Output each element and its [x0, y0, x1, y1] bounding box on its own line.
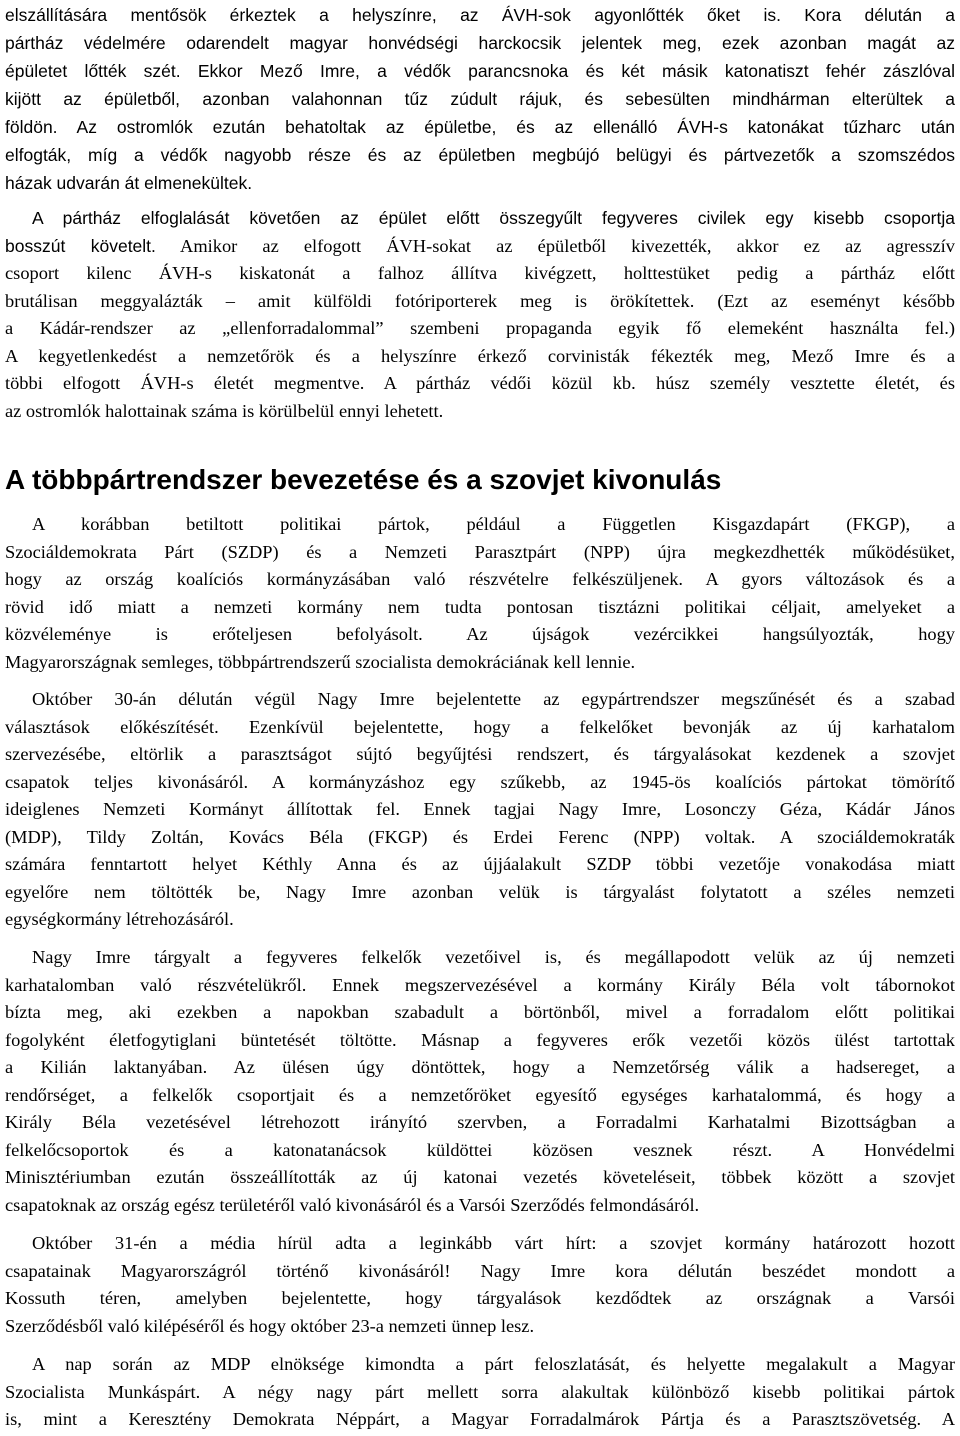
text-segment: Amikor az elfogott ÁVH-sokat az épületből kivezették, akkor ez az agresszív [180, 235, 955, 256]
text-line: számára fenntartott helyet Kéthly Anna és az újjáalakult SZDP többi vezetője vonakodása miatt [5, 854, 955, 874]
text-line: közvéleménye is erőteljesen befolyásolt. Az újságok vezércikkei hangsúlyozták, hogy [5, 624, 955, 644]
text-line: karhatalomban való részvételükről. Ennek megszervezésével a kormány Király Béla volt tábornokot [5, 974, 955, 995]
text-line: egységkormány létrehozásáról. [5, 909, 234, 929]
text-line: A kegyetlenkedést a nemzetőrök és a helyszínre érkező corvinisták fékezték meg, Mező Imre és a [5, 345, 955, 366]
text-line: Minisztériumban ezután összeállították az új katonai vezetés követeléseit, többek között a szovjet [5, 1167, 955, 1187]
text-line: elfogták, míg a védők nagyobb része és az épületben megbújó belügyi és pártvezetők a szomszédos [5, 145, 955, 165]
section-heading: A többpártrendszer bevezetése és a szovjet kivonulás [5, 464, 722, 495]
text-line: Szociáldemokrata Párt (SZDP) és a Nemzeti Parasztpárt (NPP) újra megkezdhették működésüket, [5, 541, 955, 562]
text-line: elszállítására mentősök érkeztek a helyszínre, az ÁVH-sok agyonlőtték őket is. Kora délután a [5, 5, 955, 25]
text-line: egyelőre nem töltötték be, Nagy Imre azonban velük is tárgyalást folytatott a széles nemzeti [5, 881, 955, 902]
text-line: pártház védelmére odarendelt magyar honvédségi harckocsik jelentek meg, ezek azonban magát az [5, 33, 955, 53]
text-line: épületet lőtték szét. Ekkor Mező Imre, a védők parancsnoka és két másik katonatiszt fehér zászlóval [5, 61, 955, 81]
text-line: Kossuth téren, amelyben bejelentette, hogy tárgyalások kezdődtek az országnak a Varsói [5, 1288, 955, 1308]
text-line: Király Béla vezetésével létrehozott irányító szervben, a Forradalmi Karhatalmi Bizottságban a [5, 1112, 955, 1132]
paragraph [5, 1351, 955, 1434]
text-line: csapatainak Magyarországról történő kivonásáról! Nagy Imre kora délután beszédet mondott a [5, 1260, 955, 1281]
text-line: Magyarországnak semleges, többpártrendszerű szocialista demokráciának kell lennie. [5, 651, 636, 672]
paragraph [5, 1230, 955, 1340]
text-line: A pártház elfoglalását követően az épület előtt összegyűlt fegyveres civilek egy kisebb csoportja [32, 208, 955, 228]
paragraph [5, 205, 955, 425]
paragraph [5, 944, 955, 1219]
text-line: brutálisan meggyalázták – amit külföldi fotóriporterek meg is örökítettek. (Ezt az eseményt később [5, 290, 955, 311]
text-line: A nap során az MDP elnöksége kimondta a párt feloszlatását, és helyette megalakult a Magyar [32, 1354, 955, 1374]
text-line: kijött az épületből, azonban valahonnan tűz zúdult rájuk, és sebesülten mindhárman elterültek a [5, 89, 955, 109]
text-line [5, 233, 955, 261]
text-line: földön. Az ostromlók ezután behatoltak az épületbe, és az ellenálló ÁVH-s katonákat tűzharc után [5, 117, 955, 137]
text-segment: bosszút követelt. [5, 235, 156, 256]
text-line: (MDP), Tildy Zoltán, Kovács Béla (FKGP) és Erdei Ferenc (NPP) voltak. A szociáldemokraták [5, 826, 955, 847]
text-line: ideiglenes Nemzeti Kormányt állítottak fel. Ennek tagjai Nagy Imre, Losonczy Géza, Kádár János [5, 799, 955, 819]
text-line: hogy az ország koalíciós kormányzásában való részvételre felkészüljenek. A gyors változások és a [5, 569, 955, 589]
text-line: szervezésébe, eltörlik a parasztságot sújtó begyűjtési rendszert, és tárgyalásokat kezdenek a szovjet [5, 744, 955, 764]
text-line: választások előkészítését. Ezenkívül bejelentette, hogy a felkelőket bevonják az új karhatalom [5, 716, 955, 737]
text-line: a Kádár-rendszer az „ellenforradalommal” szembeni propaganda egyik fő elemeként használta fel.) [5, 318, 955, 338]
text-line: bízta meg, aki ezekben a napokban szabadult a börtönből, mivel a forradalom előtt politikai [5, 1002, 955, 1022]
text-line: csapatoknak az ország egész területéről való kivonásáról és a Varsói Szerződés felmondásáról. [5, 1194, 700, 1215]
text-line: Október 30-án délután végül Nagy Imre bejelentette az egypártrendszer megszűnését és a szabad [32, 689, 955, 709]
text-line: felkelőcsoportok és a katonatanácsok küldöttei közösen vesznek részt. A Honvédelmi [5, 1139, 955, 1160]
paragraph [5, 511, 955, 676]
text-line: a Kilián laktanyában. Az ülésen úgy döntöttek, hogy a Nemzetőrség válik a hadsereget, a [5, 1057, 955, 1077]
paragraph [5, 686, 955, 934]
text-line: Nagy Imre tárgyalt a fegyveres felkelők vezetőivel is, és megállapodott velük az új nemzeti [32, 947, 955, 967]
text-line: házak udvarán át elmenekültek. [5, 173, 253, 193]
text-line: az ostromlók halottainak száma is körülbelül ennyi lehetett. [5, 400, 444, 421]
text-line: Október 31-én a média hírül adta a leginkább várt hírt: a szovjet kormány határozott hozott [32, 1233, 955, 1253]
text-line: Szerződésből való kilépéséről és hogy október 23-a nemzeti ünnep lesz. [5, 1315, 535, 1336]
text-line: többi elfogott ÁVH-s életét megmentve. A pártház védői közül kb. húsz személy vesztette életét, és [5, 373, 955, 393]
text-line: A korábban betiltott politikai pártok, például a Független Kisgazdapárt (FKGP), a [32, 514, 955, 534]
text-line: rendőrséget, a felkelők csoportjait és a nemzetőröket egyesítő egységes karhatalommá, és hogy a [5, 1084, 955, 1105]
text-line: csapatok teljes kivonásáról. A kormányzáshoz egy szűkebb, az 1945-ös koalíciós pártokat tömörítő [5, 771, 955, 792]
text-line: rövid idő miatt a nemzeti kormány nem tudta pontosan tisztázni politikai céljait, amelyeket a [5, 596, 955, 617]
text-line: is, mint a Keresztény Demokrata Néppárt, a Magyar Forradalmárok Pártja és a Parasztszövetség. A [5, 1409, 955, 1429]
text-line: Szocialista Munkáspárt. A négy nagy párt mellett sorra alakultak különböző kisebb politikai pártok [5, 1381, 955, 1402]
text-line: csoport kilenc ÁVH-s kiskatonát a falhoz állítva kivégzett, holttestüket pedig a pártház előtt [5, 263, 955, 283]
text-line: fogolyként életfogytiglani büntetését töltötte. Másnap a fegyveres erők vezetői közös ülést tartottak [5, 1029, 955, 1050]
paragraph [5, 1, 955, 197]
